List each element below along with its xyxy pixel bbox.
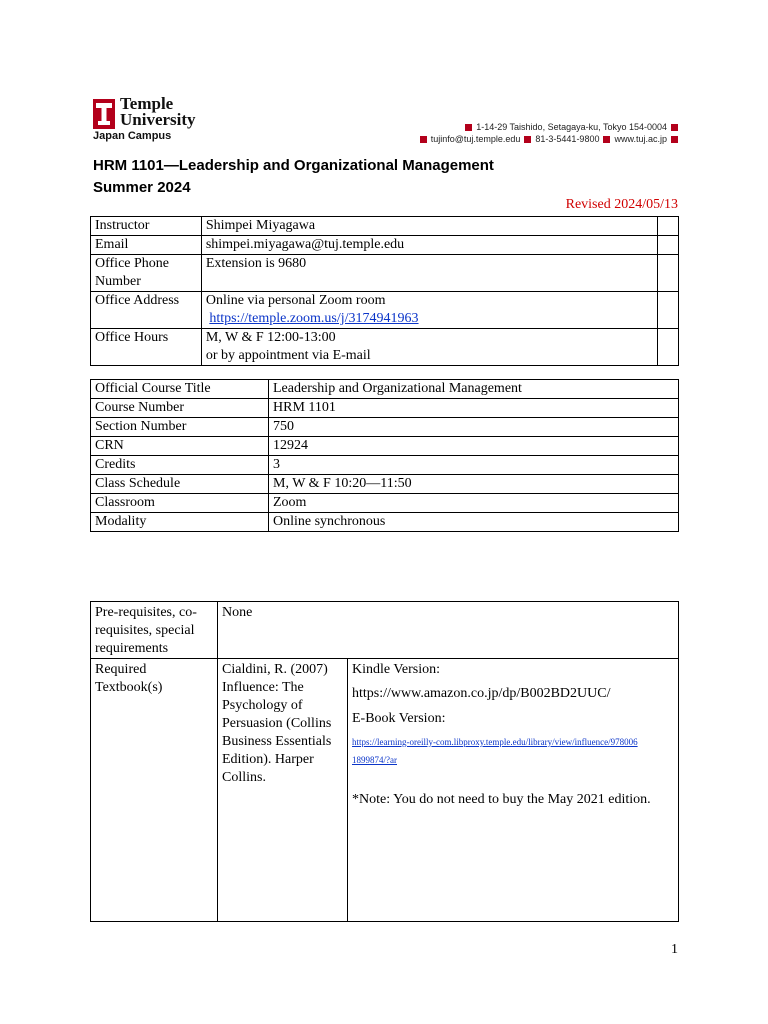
label-cell: Credits (91, 456, 269, 475)
bullet-square-icon (524, 136, 531, 143)
label-cell: Modality (91, 513, 269, 532)
office-hours-text: M, W & F 12:00-13:00 (205, 330, 336, 345)
value-cell: Leadership and Organizational Management (269, 380, 679, 399)
address-line (465, 122, 678, 132)
bullet-square-icon (465, 124, 472, 131)
value-cell (201, 329, 657, 366)
label-cell: Classroom (91, 494, 269, 513)
table-row (91, 475, 679, 494)
table-row (91, 236, 679, 255)
textbook-citation: Cialdini, R. (2007) Influence: The Psychology of Persuasion (Collins Business Essentials Edition). Harper Collins. (218, 659, 348, 922)
value-cell: Extension is 9680 (201, 255, 657, 292)
label-cell: Pre-requisites, co-requisites, special requirements (91, 602, 218, 659)
logo-campus: Japan Campus (93, 130, 172, 142)
table-row (91, 513, 679, 532)
bullet-square-icon (671, 136, 678, 143)
value-cell: M, W & F 10:20—11:50 (269, 475, 679, 494)
label-cell: Course Number (91, 399, 269, 418)
value-cell: shimpei.miyagawa@tuj.temple.edu (201, 236, 657, 255)
edition-note: *Note: You do not need to buy the May 2021 edition. (352, 792, 651, 807)
temple-t-icon (93, 99, 115, 129)
logo-line1: Temple (120, 94, 174, 113)
contact-line (420, 134, 678, 144)
contact-phone: 81-3-5441-9800 (535, 134, 600, 144)
contact-website: www.tuj.ac.jp (614, 134, 667, 144)
value-cell: Shimpei Miyagawa (201, 217, 657, 236)
table-row (91, 602, 679, 659)
textbook-links-cell (348, 659, 679, 922)
bullet-square-icon (603, 136, 610, 143)
course-info-table (90, 379, 679, 532)
value-cell: 12924 (269, 437, 679, 456)
zoom-link[interactable]: https://temple.zoom.us/j/3174941963 (209, 311, 419, 326)
ebook-link[interactable]: https://learning-oreilly-com.libproxy.temple.edu/library/view/influence/9780061899874/?ar (352, 737, 638, 765)
ebook-label: E-Book Version: (352, 711, 446, 726)
empty-cell (658, 329, 679, 366)
table-row (91, 418, 679, 437)
requirements-table (90, 601, 679, 922)
table-row (91, 255, 679, 292)
table-row (91, 659, 679, 922)
label-cell: Required Textbook(s) (91, 659, 218, 922)
logo-line2: University (120, 110, 196, 129)
office-hours-note: or by appointment via E-mail (205, 348, 371, 363)
table-row (91, 456, 679, 475)
label-cell: Section Number (91, 418, 269, 437)
office-address-text: Online via personal Zoom room (205, 293, 386, 308)
kindle-url: https://www.amazon.co.jp/dp/B002BD2UUC/ (352, 686, 611, 701)
contact-email: tujinfo@tuj.temple.edu (430, 134, 521, 144)
revised-date: Revised 2024/05/13 (565, 197, 678, 212)
table-row (91, 292, 679, 329)
label-cell: Office Phone Number (91, 255, 202, 292)
label-cell: Instructor (91, 217, 202, 236)
logo-wordmark (120, 96, 196, 128)
value-cell: HRM 1101 (269, 399, 679, 418)
empty-cell (658, 255, 679, 292)
value-cell: None (218, 602, 679, 659)
empty-cell (658, 236, 679, 255)
instructor-table (90, 216, 679, 366)
value-cell: Online synchronous (269, 513, 679, 532)
label-cell: Office Hours (91, 329, 202, 366)
label-cell: CRN (91, 437, 269, 456)
table-row (91, 437, 679, 456)
page-title (93, 155, 494, 199)
label-cell: Class Schedule (91, 475, 269, 494)
value-cell (201, 292, 657, 329)
table-row (91, 380, 679, 399)
label-cell: Email (91, 236, 202, 255)
course-term: Summer 2024 (93, 179, 191, 196)
table-row (91, 217, 679, 236)
bullet-square-icon (420, 136, 427, 143)
value-cell: 3 (269, 456, 679, 475)
empty-cell (658, 292, 679, 329)
temple-logo (93, 94, 213, 145)
course-title: HRM 1101—Leadership and Organizational Management (93, 157, 494, 174)
table-row (91, 494, 679, 513)
table-row (91, 399, 679, 418)
empty-cell (658, 217, 679, 236)
address-text: 1-14-29 Taishido, Setagaya-ku, Tokyo 154-0004 (476, 122, 667, 132)
value-cell: Zoom (269, 494, 679, 513)
value-cell: 750 (269, 418, 679, 437)
page-number: 1 (671, 942, 678, 957)
label-cell: Office Address (91, 292, 202, 329)
kindle-label: Kindle Version: (352, 662, 441, 677)
label-cell: Official Course Title (91, 380, 269, 399)
bullet-square-icon (671, 124, 678, 131)
table-row (91, 329, 679, 366)
